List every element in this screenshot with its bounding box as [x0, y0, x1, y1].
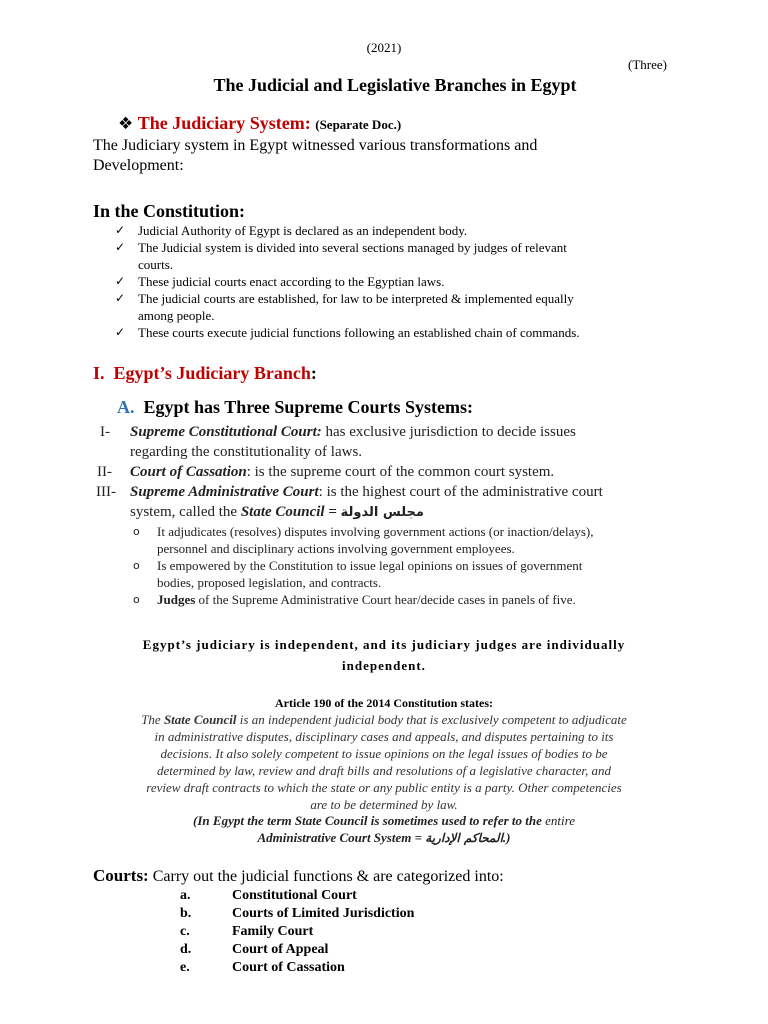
- list-item: ✓ Judicial Authority of Egypt is declared as an independent body.: [115, 223, 468, 238]
- circle-bullet-icon: o: [133, 525, 140, 538]
- page-title: The Judicial and Legislative Branches in Egypt: [213, 75, 577, 95]
- document-part: (Three): [628, 57, 667, 72]
- checkmark-icon: ✓: [115, 291, 126, 305]
- list-item: o It adjudicates (resolves) disputes involving government actions (or inaction/delays),: [133, 524, 594, 539]
- list-item: d. Court of Appeal: [180, 942, 329, 957]
- document-year: (2021): [366, 40, 402, 55]
- list-item: ✓ The Judicial system is divided into several sections managed by judges of relevant: [115, 240, 567, 255]
- list-item: III- Supreme Administrative Court: is the highest court of the administrative court: [96, 484, 603, 500]
- list-item: a. Constitutional Court: [180, 888, 357, 903]
- separate-doc-note: (Separate Doc.): [315, 117, 402, 132]
- supreme-courts-heading: A. Egypt has Three Supreme Courts Systems:: [117, 397, 474, 417]
- independence-statement: Egypt’s judiciary is independent, and its judiciary judges are individually independent.: [142, 637, 626, 673]
- intro-line: The Judiciary system in Egypt witnessed various transformations and: [93, 137, 538, 154]
- article-heading: Article 190 of the 2014 Constitution states:: [275, 696, 493, 710]
- list-item: ✓ These judicial courts enact according to the Egyptian laws.: [115, 274, 445, 289]
- judiciary-system-heading: [118, 113, 401, 134]
- checkmark-icon: ✓: [115, 240, 126, 254]
- list-item: e. Court of Cassation: [180, 960, 345, 975]
- circle-bullet-icon: o: [133, 593, 140, 606]
- list-item: I- Supreme Constitutional Court: has exclusive jurisdiction to decide issues: [100, 424, 576, 440]
- list-item: II- Court of Cassation: is the supreme court of the common court system.: [97, 464, 555, 480]
- list-item: o Judges of the Supreme Administrative Court hear/decide cases in panels of five.: [133, 592, 576, 607]
- list-item: b. Courts of Limited Jurisdiction: [180, 906, 415, 921]
- list-item-continuation: among people.: [138, 308, 215, 323]
- list-item: ✓ The judicial courts are established, for law to be interpreted & implemented equally: [115, 291, 574, 306]
- checkmark-icon: ✓: [115, 223, 126, 237]
- checkmark-icon: ✓: [115, 325, 126, 339]
- article-quote: The State Council is an independent judicial body that is exclusively competent to adjudicate in administrative disputes, disciplinary cases and appeals, and disputes pertaining to its decisions. It also solely competent to issue opinions on the legal issues of bodies to be determined by law, review and draft bills and resolutions of a legislative character, and review draft contracts to which the state or any public entity is a party. Other competencies are to be determined by law.: [141, 712, 627, 812]
- courts-list: [180, 887, 414, 977]
- list-item-continuation: courts.: [138, 257, 174, 272]
- constitution-checklist: [115, 222, 580, 341]
- checkmark-icon: ✓: [115, 274, 126, 288]
- list-item-continuation: system, called the State Council = مجلس الدولة: [130, 504, 424, 520]
- intro-line: Development:: [93, 157, 184, 174]
- judiciary-branch-heading: I. Egypt’s Judiciary Branch:: [93, 363, 317, 383]
- constitution-heading: In the Constitution:: [93, 201, 246, 221]
- list-item: c. Family Court: [180, 924, 314, 939]
- courts-heading: Courts: Carry out the judicial functions & are categorized into:: [93, 866, 504, 885]
- diamond-cluster-icon: ❖: [118, 114, 134, 134]
- list-item-continuation: regarding the constitutionality of laws.: [130, 444, 363, 460]
- judiciary-intro: [93, 136, 537, 176]
- circle-bullet-icon: o: [133, 559, 140, 572]
- list-item-continuation: bodies, proposed legislation, and contracts.: [157, 575, 382, 590]
- state-council-note: (In Egypt the term State Council is sometimes used to refer to the entire Administrative Court System = المحاكم الإدارية.): [193, 813, 575, 845]
- list-item-continuation: personnel and disciplinary actions involving government employees.: [157, 541, 515, 556]
- judiciary-system-title: The Judiciary System:: [137, 113, 311, 133]
- supreme-courts-list: [96, 422, 603, 523]
- list-item: ✓ These courts execute judicial functions following an established chain of commands.: [115, 325, 580, 340]
- list-item: o Is empowered by the Constitution to issue legal opinions on issues of government: [133, 558, 583, 573]
- state-council-bullets: [133, 523, 593, 608]
